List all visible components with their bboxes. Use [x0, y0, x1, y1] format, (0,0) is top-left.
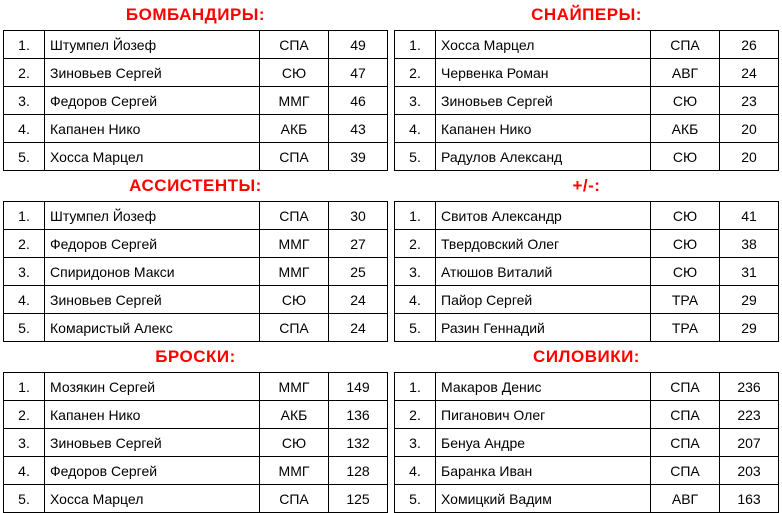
player-name-cell: Капанен Нико — [45, 115, 260, 143]
rank-cell: 1. — [4, 373, 45, 401]
table-row — [395, 373, 779, 401]
team-cell: СПА — [260, 143, 329, 171]
value-cell: 30 — [329, 202, 388, 230]
rank-cell: 3. — [4, 429, 45, 457]
stats-block-bombardiry — [0, 0, 391, 171]
value-cell: 223 — [720, 401, 779, 429]
rank-cell: 4. — [395, 115, 436, 143]
value-cell: 39 — [329, 143, 388, 171]
table-row — [4, 401, 388, 429]
value-cell: 236 — [720, 373, 779, 401]
player-name-cell: Комаристый Алекс — [45, 314, 260, 342]
value-cell: 27 — [329, 230, 388, 258]
player-name-cell: Макаров Денис — [436, 373, 651, 401]
table-row — [4, 286, 388, 314]
table-row — [395, 143, 779, 171]
team-cell: СПА — [260, 314, 329, 342]
team-cell: АКБ — [260, 115, 329, 143]
table-row — [4, 115, 388, 143]
rank-cell: 5. — [4, 485, 45, 513]
player-name-cell: Хосса Марцел — [436, 31, 651, 59]
value-cell: 43 — [329, 115, 388, 143]
team-cell: СЮ — [651, 230, 720, 258]
table-row — [395, 202, 779, 230]
rank-cell: 1. — [4, 202, 45, 230]
table-row — [4, 485, 388, 513]
value-cell: 128 — [329, 457, 388, 485]
stats-block-snaypery — [391, 0, 782, 171]
value-cell: 41 — [720, 202, 779, 230]
value-cell: 24 — [329, 286, 388, 314]
team-cell: АВГ — [651, 59, 720, 87]
table-row — [395, 87, 779, 115]
rank-cell: 2. — [4, 401, 45, 429]
player-name-cell: Червенка Роман — [436, 59, 651, 87]
player-name-cell: Зиновьев Сергей — [45, 59, 260, 87]
block-title: СНАЙПЕРЫ: — [531, 5, 642, 24]
rank-cell: 2. — [4, 59, 45, 87]
player-name-cell: Зиновьев Сергей — [436, 87, 651, 115]
team-cell: ММГ — [260, 373, 329, 401]
table-row — [395, 485, 779, 513]
team-cell: ТРА — [651, 314, 720, 342]
value-cell: 20 — [720, 143, 779, 171]
value-cell: 29 — [720, 314, 779, 342]
rank-cell: 1. — [395, 373, 436, 401]
stats-row-1 — [0, 0, 782, 171]
rank-cell: 5. — [395, 485, 436, 513]
team-cell: СПА — [260, 485, 329, 513]
player-name-cell: Капанен Нико — [45, 401, 260, 429]
table-row — [4, 230, 388, 258]
rank-cell: 3. — [395, 429, 436, 457]
table-row — [395, 31, 779, 59]
team-cell: СЮ — [651, 87, 720, 115]
value-cell: 125 — [329, 485, 388, 513]
rank-cell: 4. — [395, 457, 436, 485]
table-row — [395, 314, 779, 342]
value-cell: 25 — [329, 258, 388, 286]
rank-cell: 4. — [395, 286, 436, 314]
rank-cell: 5. — [4, 314, 45, 342]
rank-cell: 1. — [395, 202, 436, 230]
value-cell: 203 — [720, 457, 779, 485]
table-row — [4, 202, 388, 230]
table-row — [395, 401, 779, 429]
rank-cell: 5. — [4, 143, 45, 171]
stats-table — [394, 201, 779, 342]
block-title: +/-: — [572, 176, 601, 195]
team-cell: СПА — [260, 202, 329, 230]
player-name-cell: Зиновьев Сергей — [45, 429, 260, 457]
table-row — [395, 230, 779, 258]
stats-block-broski — [0, 342, 391, 513]
table-row — [4, 31, 388, 59]
player-name-cell: Баранка Иван — [436, 457, 651, 485]
rank-cell: 1. — [4, 31, 45, 59]
rank-cell: 3. — [395, 258, 436, 286]
player-name-cell: Федоров Сергей — [45, 230, 260, 258]
team-cell: СПА — [651, 31, 720, 59]
rank-cell: 1. — [395, 31, 436, 59]
team-cell: ММГ — [260, 457, 329, 485]
rank-cell: 2. — [395, 401, 436, 429]
team-cell: АКБ — [651, 115, 720, 143]
value-cell: 163 — [720, 485, 779, 513]
value-cell: 24 — [720, 59, 779, 87]
block-title: БОМБАНДИРЫ: — [125, 5, 266, 24]
player-name-cell: Пиганович Олег — [436, 401, 651, 429]
team-cell: СЮ — [260, 429, 329, 457]
rank-cell: 2. — [395, 59, 436, 87]
stats-table — [394, 30, 779, 171]
value-cell: 136 — [329, 401, 388, 429]
team-cell: СПА — [651, 429, 720, 457]
block-title: СИЛОВИКИ: — [533, 347, 640, 366]
team-cell: ММГ — [260, 230, 329, 258]
stats-table — [3, 30, 388, 171]
team-cell: СЮ — [651, 202, 720, 230]
player-name-cell: Разин Геннадий — [436, 314, 651, 342]
team-cell: СЮ — [651, 258, 720, 286]
value-cell: 46 — [329, 87, 388, 115]
team-cell: СЮ — [651, 143, 720, 171]
value-cell: 29 — [720, 286, 779, 314]
table-row — [4, 314, 388, 342]
player-name-cell: Хосса Марцел — [45, 485, 260, 513]
table-row — [4, 429, 388, 457]
team-cell: СПА — [651, 373, 720, 401]
team-cell: СЮ — [260, 286, 329, 314]
stats-table — [3, 372, 388, 513]
rank-cell: 2. — [4, 230, 45, 258]
stats-block-plus-minus — [391, 171, 782, 342]
value-cell: 149 — [329, 373, 388, 401]
stats-block-assistenty — [0, 171, 391, 342]
stats-table — [394, 372, 779, 513]
team-cell: ММГ — [260, 258, 329, 286]
team-cell: СПА — [651, 401, 720, 429]
rank-cell: 3. — [4, 258, 45, 286]
block-title: БРОСКИ: — [155, 347, 236, 366]
player-name-cell: Спиридонов Макси — [45, 258, 260, 286]
table-row — [395, 59, 779, 87]
stats-table — [3, 201, 388, 342]
player-name-cell: Федоров Сергей — [45, 457, 260, 485]
value-cell: 207 — [720, 429, 779, 457]
team-cell: ММГ — [260, 87, 329, 115]
rank-cell: 2. — [395, 230, 436, 258]
block-title: АССИСТЕНТЫ: — [129, 176, 262, 195]
value-cell: 49 — [329, 31, 388, 59]
player-name-cell: Твердовский Олег — [436, 230, 651, 258]
rank-cell: 4. — [4, 286, 45, 314]
rank-cell: 4. — [4, 457, 45, 485]
player-name-cell: Капанен Нико — [436, 115, 651, 143]
value-cell: 20 — [720, 115, 779, 143]
team-cell: СЮ — [260, 59, 329, 87]
player-name-cell: Хосса Марцел — [45, 143, 260, 171]
table-row — [395, 429, 779, 457]
player-name-cell: Радулов Александ — [436, 143, 651, 171]
player-name-cell: Федоров Сергей — [45, 87, 260, 115]
player-name-cell: Свитов Александр — [436, 202, 651, 230]
table-row — [4, 258, 388, 286]
value-cell: 47 — [329, 59, 388, 87]
team-cell: АВГ — [651, 485, 720, 513]
rank-cell: 4. — [4, 115, 45, 143]
value-cell: 31 — [720, 258, 779, 286]
player-name-cell: Бенуа Андре — [436, 429, 651, 457]
team-cell: АКБ — [260, 401, 329, 429]
value-cell: 23 — [720, 87, 779, 115]
player-name-cell: Хомицкий Вадим — [436, 485, 651, 513]
value-cell: 26 — [720, 31, 779, 59]
value-cell: 24 — [329, 314, 388, 342]
table-row — [4, 59, 388, 87]
player-name-cell: Зиновьев Сергей — [45, 286, 260, 314]
table-row — [4, 457, 388, 485]
table-row — [395, 286, 779, 314]
table-row — [395, 457, 779, 485]
value-cell: 38 — [720, 230, 779, 258]
value-cell: 132 — [329, 429, 388, 457]
rank-cell: 3. — [395, 87, 436, 115]
player-name-cell: Штумпел Йозеф — [45, 31, 260, 59]
team-cell: СПА — [260, 31, 329, 59]
stats-row-2 — [0, 171, 782, 342]
table-row — [4, 143, 388, 171]
team-cell: ТРА — [651, 286, 720, 314]
table-row — [4, 373, 388, 401]
rank-cell: 5. — [395, 314, 436, 342]
table-row — [395, 258, 779, 286]
stats-row-3 — [0, 342, 782, 513]
team-cell: СПА — [651, 457, 720, 485]
table-row — [4, 87, 388, 115]
player-name-cell: Пайор Сергей — [436, 286, 651, 314]
stats-block-siloviki — [391, 342, 782, 513]
rank-cell: 5. — [395, 143, 436, 171]
rank-cell: 3. — [4, 87, 45, 115]
player-name-cell: Мозякин Сергей — [45, 373, 260, 401]
table-row — [395, 115, 779, 143]
player-name-cell: Штумпел Йозеф — [45, 202, 260, 230]
player-name-cell: Атюшов Виталий — [436, 258, 651, 286]
